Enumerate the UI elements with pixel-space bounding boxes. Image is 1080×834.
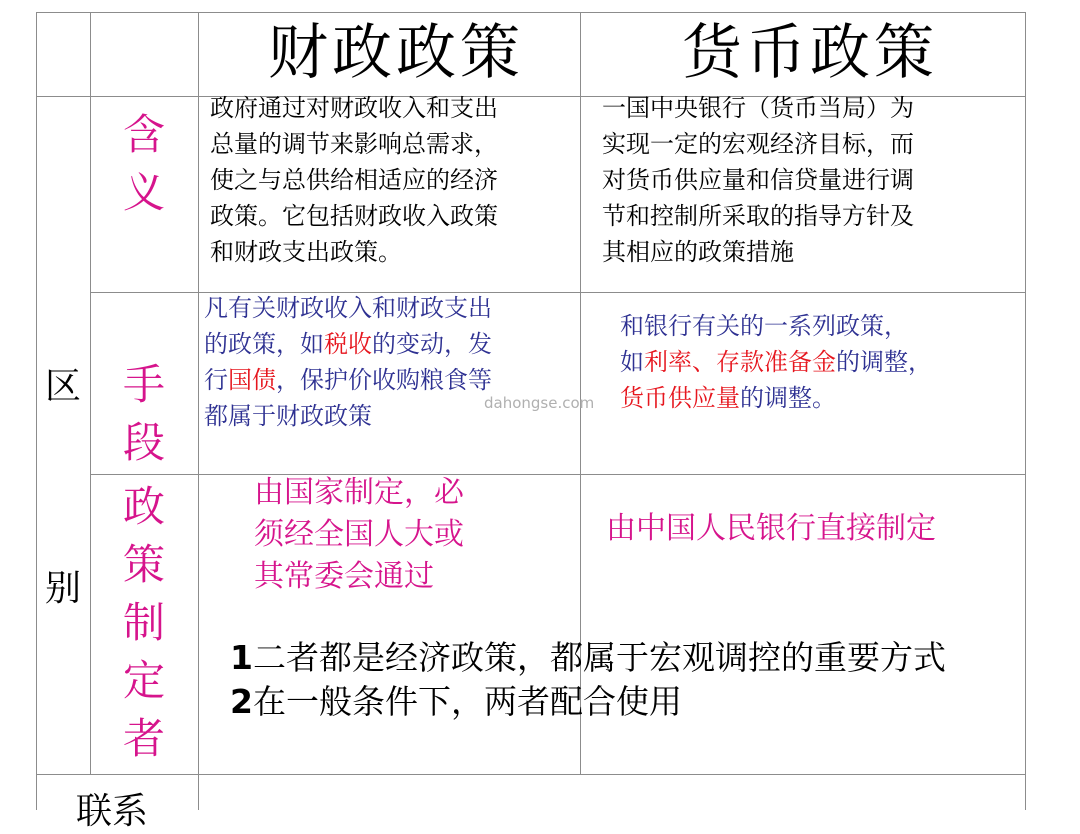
difference-label-bottom: 别 xyxy=(45,568,82,609)
text-span: ，保护价收购粮食等 xyxy=(276,366,492,394)
text-line: 都属于财政政策 xyxy=(204,402,372,430)
item-number: 1 xyxy=(230,638,253,677)
grid-line xyxy=(36,12,37,810)
text-line xyxy=(204,326,492,362)
grid-line xyxy=(36,12,1026,13)
text-span: 行 xyxy=(204,366,228,394)
grid-line xyxy=(198,12,199,810)
monetary-maker-text: 由中国人民银行直接制定 xyxy=(606,511,936,546)
text-span: 如 xyxy=(620,348,644,376)
maker-row-label: 政策制定者 xyxy=(122,482,165,763)
item-text: 二者都是经济政策，都属于宏观调控的重要方式 xyxy=(252,638,946,677)
meaning-row-label: 含义 xyxy=(122,110,165,217)
connection-text xyxy=(230,636,946,724)
text-line: 政府通过对财政收入和支出 xyxy=(210,94,498,122)
item-text: 在一般条件下，两者配合使用 xyxy=(252,682,682,721)
connection-item-1 xyxy=(230,636,946,680)
grid-line xyxy=(90,474,1026,475)
difference-label-top: 区 xyxy=(45,366,82,407)
text-span: 的调整。 xyxy=(740,384,836,412)
text-line: 实现一定的宏观经济目标，而 xyxy=(602,130,914,158)
fiscal-meaning-text xyxy=(210,90,498,270)
connection-item-2 xyxy=(230,680,946,724)
fiscal-means-text xyxy=(204,290,492,434)
grid-line xyxy=(1025,12,1026,810)
grid-line xyxy=(90,12,91,774)
text-span: 的调整， xyxy=(836,348,932,376)
text-line: 凡有关财政收入和财政支出 xyxy=(204,294,492,322)
text-line: 须经全国人大或 xyxy=(254,517,464,552)
text-span: 的变动，发 xyxy=(372,330,492,358)
monetary-meaning-text xyxy=(602,90,914,270)
text-line xyxy=(620,344,932,380)
highlight-tax: 税收 xyxy=(324,330,372,358)
text-line: 政策。它包括财政收入政策 xyxy=(210,202,498,230)
monetary-policy-header: 货币政策 xyxy=(682,18,938,88)
monetary-means-text xyxy=(620,308,932,416)
text-line: 总量的调节来影响总需求， xyxy=(210,130,498,158)
text-line: 使之与总供给相适应的经济 xyxy=(210,166,498,194)
watermark: dahongse.com xyxy=(484,394,595,412)
text-line: 其相应的政策措施 xyxy=(602,238,794,266)
means-row-label: 手段 xyxy=(122,360,165,467)
text-line xyxy=(204,362,492,398)
text-line: 其常委会通过 xyxy=(254,559,434,594)
text-span: 的政策，如 xyxy=(204,330,324,358)
connection-label: 联系 xyxy=(76,791,149,832)
text-line xyxy=(620,380,932,416)
text-line: 和财政支出政策。 xyxy=(210,238,402,266)
text-line: 对货币供应量和信贷量进行调 xyxy=(602,166,914,194)
item-number: 2 xyxy=(230,682,253,721)
text-line: 和银行有关的一系列政策， xyxy=(620,312,908,340)
text-line: 节和控制所采取的指导方针及 xyxy=(602,202,914,230)
text-line: 一国中央银行（货币当局）为 xyxy=(602,94,914,122)
fiscal-maker-text xyxy=(254,472,464,598)
text-line: 由国家制定，必 xyxy=(254,475,464,510)
grid-line xyxy=(36,774,1026,775)
fiscal-policy-header: 财政政策 xyxy=(268,18,524,88)
highlight-money-supply: 货币供应量 xyxy=(620,384,740,412)
highlight-rates: 利率、存款准备金 xyxy=(644,348,836,376)
highlight-bonds: 国债 xyxy=(228,366,276,394)
